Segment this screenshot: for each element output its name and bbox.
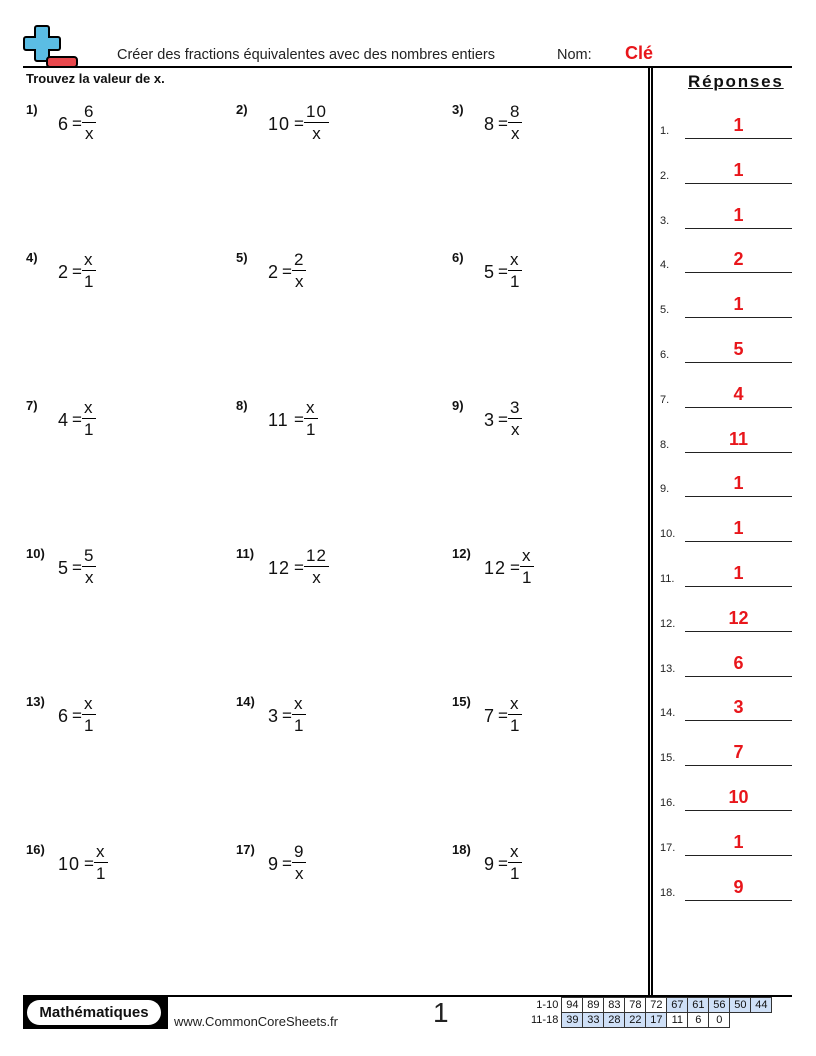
score-cell: 22 bbox=[625, 1013, 646, 1028]
problem-number: 6) bbox=[452, 250, 464, 265]
answer-10 bbox=[660, 512, 792, 542]
problem-whole-number: 3 bbox=[268, 706, 280, 726]
score-cell: 67 bbox=[667, 998, 688, 1013]
problem-number: 18) bbox=[452, 842, 471, 857]
fraction-denominator: 1 bbox=[84, 272, 94, 291]
fraction-denominator: 1 bbox=[510, 272, 520, 291]
fraction-numerator: 3 bbox=[510, 398, 521, 417]
name-value: Clé bbox=[625, 43, 654, 63]
score-cell: 44 bbox=[751, 998, 772, 1013]
fraction-denominator: 1 bbox=[510, 716, 520, 735]
fraction-denominator: x bbox=[312, 124, 321, 143]
problem-whole-number: 9 bbox=[268, 854, 280, 874]
score-cell: 61 bbox=[688, 998, 709, 1013]
answer-value: 2 bbox=[733, 249, 744, 270]
answer-number: 2. bbox=[660, 169, 670, 182]
score-row bbox=[528, 1013, 772, 1028]
problem-number: 4) bbox=[26, 250, 38, 265]
fraction-numerator: 6 bbox=[84, 102, 95, 121]
fraction bbox=[508, 102, 522, 145]
answer-line bbox=[685, 138, 792, 139]
answer-line bbox=[685, 631, 792, 632]
equals-sign: = bbox=[498, 410, 508, 429]
equals-sign: = bbox=[72, 262, 82, 281]
answer-number: 10. bbox=[660, 528, 676, 541]
answer-value: 1 bbox=[733, 473, 744, 494]
problem-whole-number: 9 bbox=[484, 854, 496, 874]
score-cell: 72 bbox=[646, 998, 667, 1013]
problem-number: 1) bbox=[26, 102, 38, 117]
fraction bbox=[82, 694, 96, 737]
answer-value: 1 bbox=[733, 294, 744, 315]
answer-number: 6. bbox=[660, 349, 670, 361]
answer-14 bbox=[660, 691, 792, 721]
answer-5 bbox=[660, 288, 792, 318]
answer-line bbox=[685, 900, 792, 901]
fraction-denominator: 1 bbox=[522, 568, 532, 587]
problem-whole-number: 5 bbox=[484, 262, 496, 282]
fraction-denominator: x bbox=[510, 124, 520, 143]
answer-11 bbox=[660, 557, 792, 587]
problem-whole-number: 3 bbox=[484, 410, 496, 430]
score-cell: 56 bbox=[709, 998, 730, 1013]
problem-whole-number: 5 bbox=[58, 558, 70, 578]
answer-7 bbox=[660, 378, 792, 408]
problem-number: 5) bbox=[236, 250, 248, 265]
equals-sign: = bbox=[498, 706, 508, 725]
answer-number: 15. bbox=[660, 752, 676, 765]
equals-sign: = bbox=[294, 114, 304, 133]
answer-2 bbox=[660, 154, 792, 184]
answer-line bbox=[685, 407, 792, 408]
equals-sign: = bbox=[84, 854, 94, 873]
fraction bbox=[82, 102, 96, 145]
problem-number: 13) bbox=[26, 694, 45, 709]
answer-line bbox=[685, 317, 792, 318]
answer-17 bbox=[660, 826, 792, 856]
fraction bbox=[520, 546, 534, 589]
answer-line bbox=[685, 855, 792, 856]
score-cell: 11 bbox=[667, 1013, 688, 1028]
problem-whole-number: 2 bbox=[268, 262, 280, 282]
score-cell: 50 bbox=[730, 998, 751, 1013]
answer-13 bbox=[660, 647, 792, 677]
score-cell: 78 bbox=[625, 998, 646, 1013]
problem-number: 17) bbox=[236, 842, 255, 857]
fraction-denominator: 1 bbox=[306, 420, 316, 439]
answer-6 bbox=[660, 333, 792, 363]
fraction bbox=[82, 546, 96, 589]
fraction-numerator: x bbox=[84, 250, 94, 269]
answer-value: 6 bbox=[733, 652, 744, 673]
fraction-numerator: x bbox=[510, 250, 520, 269]
score-range-label: 11-18 bbox=[531, 1014, 559, 1026]
problem-number: 7) bbox=[26, 398, 38, 413]
problem-number: 9) bbox=[452, 398, 464, 413]
answer-line bbox=[685, 496, 792, 497]
fraction-denominator: 1 bbox=[84, 716, 94, 735]
fraction-denominator: x bbox=[84, 568, 94, 587]
problem-number: 16) bbox=[26, 842, 45, 857]
answer-3 bbox=[660, 199, 792, 229]
problem-whole-number: 11 bbox=[268, 410, 289, 430]
answer-value: 3 bbox=[733, 697, 744, 718]
answer-1 bbox=[660, 109, 792, 139]
problem-whole-number: 12 bbox=[484, 558, 507, 578]
answer-15 bbox=[660, 736, 792, 766]
problem-number: 14) bbox=[236, 694, 255, 709]
fraction-numerator: x bbox=[510, 694, 520, 713]
answer-line bbox=[685, 183, 792, 184]
score-cell: 83 bbox=[604, 998, 625, 1013]
score-row bbox=[528, 998, 772, 1013]
fraction-numerator: 2 bbox=[294, 250, 305, 269]
fraction-numerator: x bbox=[306, 398, 316, 417]
answer-line bbox=[685, 541, 792, 542]
answer-value: 1 bbox=[733, 204, 744, 225]
answer-line bbox=[685, 586, 792, 587]
equals-sign: = bbox=[498, 262, 508, 281]
answer-value: 4 bbox=[733, 383, 744, 404]
answer-number: 11. bbox=[660, 573, 675, 585]
problem-number: 10) bbox=[26, 546, 45, 561]
answer-number: 18. bbox=[660, 886, 676, 899]
fraction bbox=[82, 398, 96, 441]
fraction bbox=[292, 250, 306, 293]
fraction bbox=[508, 250, 522, 293]
answer-18 bbox=[660, 871, 792, 901]
fraction-numerator: x bbox=[522, 546, 532, 565]
answer-number: 4. bbox=[660, 259, 670, 272]
fraction-numerator: x bbox=[96, 842, 106, 861]
fraction bbox=[292, 842, 306, 885]
fraction bbox=[508, 842, 522, 885]
fraction-numerator: x bbox=[510, 842, 520, 861]
answer-line bbox=[685, 720, 792, 721]
answer-value: 12 bbox=[728, 607, 749, 628]
equals-sign: = bbox=[72, 114, 82, 133]
worksheet-title: Créer des fractions équivalentes avec des nombres entiers bbox=[117, 47, 495, 63]
problem-whole-number: 4 bbox=[58, 410, 70, 430]
score-cell: 39 bbox=[562, 1013, 583, 1028]
answer-number: 5. bbox=[660, 304, 670, 317]
brand-label: Mathématiques bbox=[27, 1000, 161, 1025]
fraction-denominator: x bbox=[312, 568, 321, 587]
problem-number: 2) bbox=[236, 102, 248, 117]
answer-number: 16. bbox=[660, 797, 676, 809]
fraction-numerator: x bbox=[294, 694, 304, 713]
equals-sign: = bbox=[72, 706, 82, 725]
problem-number: 12) bbox=[452, 546, 471, 561]
score-cell: 28 bbox=[604, 1013, 625, 1028]
problem-whole-number: 10 bbox=[58, 854, 81, 874]
equals-sign: = bbox=[498, 114, 508, 133]
problem-number: 11) bbox=[236, 546, 255, 561]
equals-sign: = bbox=[282, 854, 292, 873]
answer-value: 9 bbox=[733, 876, 744, 897]
fraction bbox=[508, 694, 522, 737]
plus-minus-logo-icon bbox=[23, 24, 79, 68]
equals-sign: = bbox=[294, 558, 304, 577]
answer-number: 1. bbox=[660, 125, 670, 137]
problem-whole-number: 10 bbox=[268, 114, 291, 134]
problem-whole-number: 2 bbox=[58, 262, 70, 282]
page-number: 1 bbox=[433, 997, 449, 1028]
answers-heading: Réponses bbox=[688, 72, 784, 91]
answer-value: 1 bbox=[733, 518, 744, 539]
answer-line bbox=[685, 765, 792, 766]
answer-number: 17. bbox=[660, 841, 676, 854]
answer-12 bbox=[660, 602, 792, 632]
fraction bbox=[94, 842, 108, 885]
answer-8 bbox=[660, 423, 792, 453]
equals-sign: = bbox=[294, 410, 304, 429]
answer-line bbox=[685, 272, 792, 273]
answer-number: 7. bbox=[660, 393, 670, 406]
score-cell: 0 bbox=[709, 1013, 730, 1028]
problem-whole-number: 6 bbox=[58, 706, 70, 726]
fraction-denominator: 1 bbox=[84, 420, 94, 439]
answer-column-divider bbox=[648, 68, 653, 996]
score-empty bbox=[730, 1013, 751, 1028]
answer-number: 8. bbox=[660, 438, 670, 451]
answer-line bbox=[685, 452, 792, 453]
equals-sign: = bbox=[72, 558, 82, 577]
equals-sign: = bbox=[72, 410, 82, 429]
answer-number: 3. bbox=[660, 214, 670, 227]
answer-value: 10 bbox=[728, 787, 749, 807]
answer-value: 1 bbox=[733, 563, 744, 583]
answer-line bbox=[685, 362, 792, 363]
answer-16 bbox=[660, 781, 792, 811]
answer-line bbox=[685, 228, 792, 229]
score-cell: 17 bbox=[646, 1013, 667, 1028]
answer-9 bbox=[660, 467, 792, 497]
score-range-label: 1-10 bbox=[536, 999, 559, 1011]
fraction-numerator: 8 bbox=[510, 102, 521, 121]
fraction bbox=[82, 250, 96, 293]
equals-sign: = bbox=[282, 706, 292, 725]
answer-number: 12. bbox=[660, 617, 676, 630]
score-cell: 94 bbox=[562, 998, 583, 1013]
answer-4 bbox=[660, 243, 792, 273]
equals-sign: = bbox=[510, 558, 520, 577]
answer-value: 1 bbox=[733, 159, 744, 180]
problem-whole-number: 6 bbox=[58, 114, 70, 134]
problem-number: 8) bbox=[236, 398, 248, 413]
answer-number: 9. bbox=[660, 483, 670, 496]
answer-value: 5 bbox=[733, 339, 744, 359]
answer-number: 14. bbox=[660, 707, 676, 720]
fraction-numerator: 5 bbox=[84, 546, 95, 565]
fraction-denominator: x bbox=[84, 124, 94, 143]
instructions: Trouvez la valeur de x. bbox=[26, 71, 165, 86]
fraction-denominator: x bbox=[294, 864, 304, 883]
answer-value: 1 bbox=[733, 115, 744, 135]
answer-value: 11 bbox=[728, 428, 749, 449]
equals-sign: = bbox=[498, 854, 508, 873]
fraction bbox=[304, 398, 318, 441]
fraction bbox=[508, 398, 522, 441]
site-url: www.CommonCoreSheets.fr bbox=[174, 1014, 338, 1029]
problem-whole-number: 8 bbox=[484, 114, 496, 134]
answer-number: 13. bbox=[660, 662, 676, 675]
score-empty bbox=[751, 1013, 772, 1028]
fraction-denominator: 1 bbox=[96, 864, 106, 883]
problem-number: 3) bbox=[452, 102, 464, 117]
fraction bbox=[304, 546, 329, 589]
fraction bbox=[292, 694, 306, 737]
score-cell: 33 bbox=[583, 1013, 604, 1028]
score-cell: 6 bbox=[688, 1013, 709, 1028]
fraction-denominator: 1 bbox=[294, 716, 304, 735]
answer-value: 1 bbox=[733, 831, 744, 852]
answer-line bbox=[685, 810, 792, 811]
header-rule bbox=[23, 66, 792, 68]
fraction-denominator: x bbox=[510, 420, 520, 439]
fraction-denominator: x bbox=[294, 272, 304, 291]
fraction-numerator: x bbox=[84, 694, 94, 713]
fraction bbox=[304, 102, 329, 145]
name-label: Nom: bbox=[557, 47, 592, 63]
fraction-numerator: 12 bbox=[306, 546, 327, 565]
answer-line bbox=[685, 676, 792, 677]
answer-value: 7 bbox=[733, 742, 744, 763]
fraction-numerator: 10 bbox=[306, 102, 327, 121]
fraction-numerator: x bbox=[84, 398, 94, 417]
problem-whole-number: 12 bbox=[268, 558, 291, 578]
problem-number: 15) bbox=[452, 694, 471, 709]
fraction-denominator: 1 bbox=[510, 864, 520, 883]
score-cell: 89 bbox=[583, 998, 604, 1013]
problem-whole-number: 7 bbox=[484, 706, 496, 726]
score-table bbox=[528, 997, 772, 1028]
equals-sign: = bbox=[282, 262, 292, 281]
fraction-numerator: 9 bbox=[294, 842, 305, 861]
